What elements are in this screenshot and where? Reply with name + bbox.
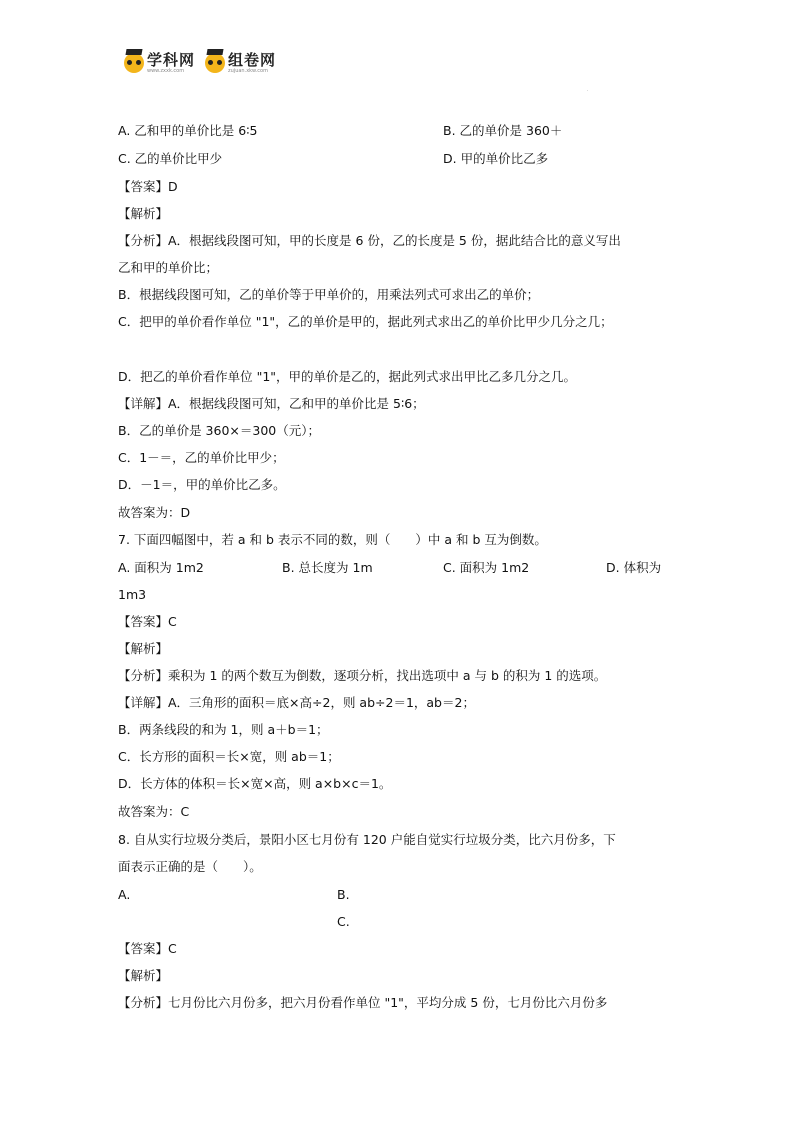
q7-option-b: B. 总长度为 1m (282, 560, 373, 575)
q6-option-a: A. 乙和甲的单价比是 6∶5 (118, 123, 258, 138)
q6-analysis-line: C．把甲的单价看作单位 "1"，乙的单价是甲的，据此列式求出乙的单价比甲少几分之几； (118, 314, 613, 329)
q7-option-a: A. 面积为 1m2 (118, 560, 204, 575)
q6-jiexi-heading: 【解析】 (118, 206, 169, 221)
q7-final-answer: 故答案为：C (118, 804, 190, 819)
q6-option-c: C. 乙的单价比甲少 (118, 151, 223, 166)
brand2-url: zujuan.xkw.com (228, 67, 268, 74)
q7-jiexi-heading: 【解析】 (118, 641, 169, 656)
zujuanwang-logo (205, 50, 277, 74)
q6-analysis-line: 乙和甲的单价比； (118, 260, 219, 275)
q7-option-d-cont: 1m3 (118, 587, 147, 602)
q6-detail-line: 【详解】A．根据线段图可知，乙和甲的单价比是 5∶6； (118, 396, 425, 411)
q6-detail-line: C．1－＝，乙的单价比甲少； (118, 450, 285, 465)
q7-analysis: 【分析】乘积为 1 的两个数互为倒数，逐项分析，找出选项中 a 与 b 的积为 1 的选项。 (118, 668, 607, 683)
q6-answer: 【答案】D (118, 179, 178, 194)
q6-final-answer: 故答案为：D (118, 505, 191, 520)
owl-mascot-icon (124, 53, 144, 73)
q6-option-d: D. 甲的单价比乙多 (443, 151, 549, 166)
q6-analysis-line: B．根据线段图可知，乙的单价等于甲单价的，用乘法列式可求出乙的单价； (118, 287, 540, 302)
q8-option-a: A. (118, 887, 131, 902)
q7-option-d: D. 体积为 (606, 560, 662, 575)
owl-mascot-icon (205, 53, 225, 73)
q6-analysis-line: 【分析】A．根据线段图可知，甲的长度是 6 份，乙的长度是 5 份，据此结合比的意义写出 (118, 233, 621, 248)
xuekewang-logo (124, 50, 196, 74)
q8-stem-line: 8. 自从实行垃圾分类后，景阳小区七月份有 120 户能自觉实行垃圾分类，比六月份多，下 (118, 832, 616, 847)
brand1-url: www.zxxk.com (147, 67, 185, 74)
q6-detail-line: B．乙的单价是 360×＝300（元）； (118, 423, 320, 438)
decorative-dot (587, 90, 588, 91)
header-logo (124, 50, 286, 76)
q6-option-b: B. 乙的单价是 360＋ (443, 123, 563, 138)
q7-answer: 【答案】C (118, 614, 177, 629)
q8-option-c: C. (337, 914, 350, 929)
q8-option-b: B. (337, 887, 350, 902)
q7-detail-line: 【详解】A．三角形的面积＝底×高÷2，则 ab÷2＝1，ab＝2； (118, 695, 475, 710)
q6-analysis-line: D．把乙的单价看作单位 "1"，甲的单价是乙的，据此列式求出甲比乙多几分之几。 (118, 369, 577, 384)
q7-detail-line: C．长方形的面积＝长×宽，则 ab＝1； (118, 749, 340, 764)
q8-analysis: 【分析】七月份比六月份多，把六月份看作单位 "1"，平均分成 5 份，七月份比六月份多 (118, 995, 608, 1010)
q8-jiexi-heading: 【解析】 (118, 968, 169, 983)
q7-stem: 7. 下面四幅图中，若 a 和 b 表示不同的数，则（ ）中 a 和 b 互为倒数。 (118, 532, 547, 547)
q7-detail-line: B．两条线段的和为 1，则 a＋b＝1； (118, 722, 329, 737)
q7-detail-line: D．长方体的体积＝长×宽×高，则 a×b×c＝1。 (118, 776, 392, 791)
q8-stem-line: 面表示正确的是（ ）。 (118, 859, 262, 874)
brand2-name: 组卷网 (228, 50, 277, 69)
q8-answer: 【答案】C (118, 941, 177, 956)
brand1-name: 学科网 (147, 50, 196, 69)
q7-option-c: C. 面积为 1m2 (443, 560, 530, 575)
q6-detail-line: D．－1＝，甲的单价比乙多。 (118, 477, 286, 492)
